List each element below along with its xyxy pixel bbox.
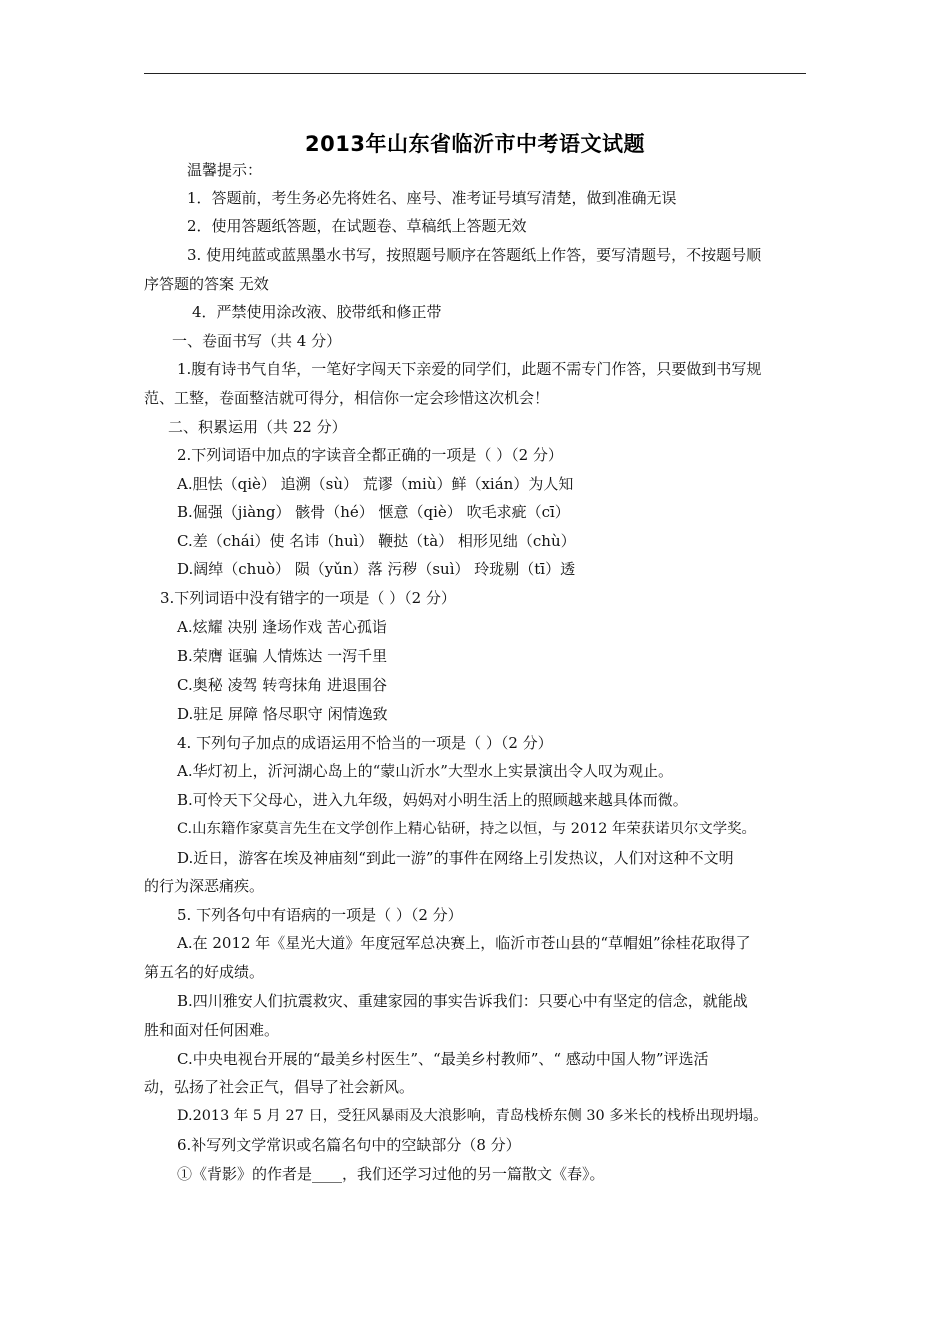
section-2-heading: 二、积累运用（共 22 分） xyxy=(168,418,347,436)
section-1-heading: 一、卷面书写（共 4 分） xyxy=(172,332,342,350)
tip-3-line1: 3. 使用纯蓝或蓝黑墨水书写，按照题号顺序在答题纸上作答，要写清题号，不按题号顺 xyxy=(187,246,762,264)
question-5-option-a-line1: A.在 2012 年《星光大道》年度冠军总决赛上，临沂市苍山县的“草帽姐”徐桂花取得了 xyxy=(177,934,751,952)
question-3-option-b: B.荣膺 诓骗 人情炼达 一泻千里 xyxy=(177,647,388,665)
question-4-option-a: A.华灯初上，沂河湖心岛上的“蒙山沂水”大型水上实景演出令人叹为观止。 xyxy=(177,762,673,780)
question-5-option-b-line1: B.四川雅安人们抗震救灾、重建家园的事实告诉我们：只要心中有坚定的信念，就能战 xyxy=(177,992,748,1010)
question-4-option-c: C.山东籍作家莫言先生在文学创作上精心钻研，持之以恒，与 2012 年荣获诺贝尔文学奖。 xyxy=(177,821,756,837)
question-2-option-c: C.差（chái）使 名讳（huì） 鞭挞（tà） 相形见绌（chù） xyxy=(177,532,576,550)
question-5-stem: 5. 下列各句中有语病的一项是（ ）（2 分） xyxy=(177,906,463,924)
question-5-option-c-line2: 动，弘扬了社会正气，倡导了社会新风。 xyxy=(144,1078,415,1096)
question-5-option-d: D.2013 年 5 月 27 日，受狂风暴雨及大浪影响，青岛栈桥东侧 30 多米长的栈桥出现坍塌。 xyxy=(177,1108,768,1124)
question-5-option-c-line1: C.中央电视台开展的“最美乡村医生”、“最美乡村教师”、“ 感动中国人物”评选活 xyxy=(177,1050,709,1068)
question-2-option-a: A.胆怯（qiè） 追溯（sù） 荒谬（miù）鲜（xián）为人知 xyxy=(177,475,574,493)
tip-3-line2: 序答题的答案 无效 xyxy=(144,275,269,293)
header-rule xyxy=(144,73,806,74)
question-2-option-d: D.阔绰（chuò） 陨（yǔn）落 污秽（suì） 玲珑剔（tī）透 xyxy=(177,560,576,578)
tip-4: 4．严禁使用涂改液、胶带纸和修正带 xyxy=(192,303,442,321)
page-title: 2013年山东省临沂市中考语文试题 xyxy=(305,132,645,156)
question-2-stem: 2.下列词语中加点的字读音全都正确的一项是（ ）（2 分） xyxy=(177,446,563,464)
question-4-option-b: B.可怜天下父母心，进入九年级，妈妈对小明生活上的照顾越来越具体而微。 xyxy=(177,791,688,809)
question-3-stem: 3.下列词语中没有错字的一项是（ ）（2 分） xyxy=(160,589,456,607)
question-5-option-a-line2: 第五名的好成绩。 xyxy=(144,963,265,981)
question-5-option-b-line2: 胜和面对任何困难。 xyxy=(144,1021,280,1039)
tips-heading: 温馨提示： xyxy=(187,161,263,179)
question-4-stem: 4. 下列句子加点的成语运用不恰当的一项是（ ）（2 分） xyxy=(177,734,553,752)
question-3-option-c: C.奥秘 凌驾 转弯抹角 进退围谷 xyxy=(177,676,388,694)
tip-2: 2．使用答题纸答题，在试题卷、草稿纸上答题无效 xyxy=(187,217,527,235)
question-1-line2: 范、工整，卷面整洁就可得分，相信你一定会珍惜这次机会！ xyxy=(144,389,550,407)
tip-1: 1．答题前，考生务必先将姓名、座号、准考证号填写清楚，做到准确无误 xyxy=(187,189,677,207)
question-4-option-d-line2: 的行为深恶痛疾。 xyxy=(144,877,265,895)
question-3-option-a: A.炫耀 决别 逢场作戏 苦心孤诣 xyxy=(177,618,387,636)
question-1-line1: 1.腹有诗书气自华，一笔好字闯天下亲爱的同学们，此题不需专门作答，只要做到书写规 xyxy=(177,360,762,378)
question-6-item-1: ①《背影》的作者是____，我们还学习过他的另一篇散文《春》。 xyxy=(177,1165,605,1183)
question-3-option-d: D.驻足 屏障 恪尽职守 闲情逸致 xyxy=(177,705,388,723)
question-2-option-b: B.倔强（jiàng） 骸骨（hé） 惬意（qiè） 吹毛求疵（cī） xyxy=(177,503,570,521)
question-6-stem: 6.补写列文学常识或名篇名句中的空缺部分（8 分） xyxy=(177,1136,521,1154)
question-4-option-d-line1: D.近日，游客在埃及神庙刻“到此一游”的事件在网络上引发热议，人们对这种不文明 xyxy=(177,849,734,867)
